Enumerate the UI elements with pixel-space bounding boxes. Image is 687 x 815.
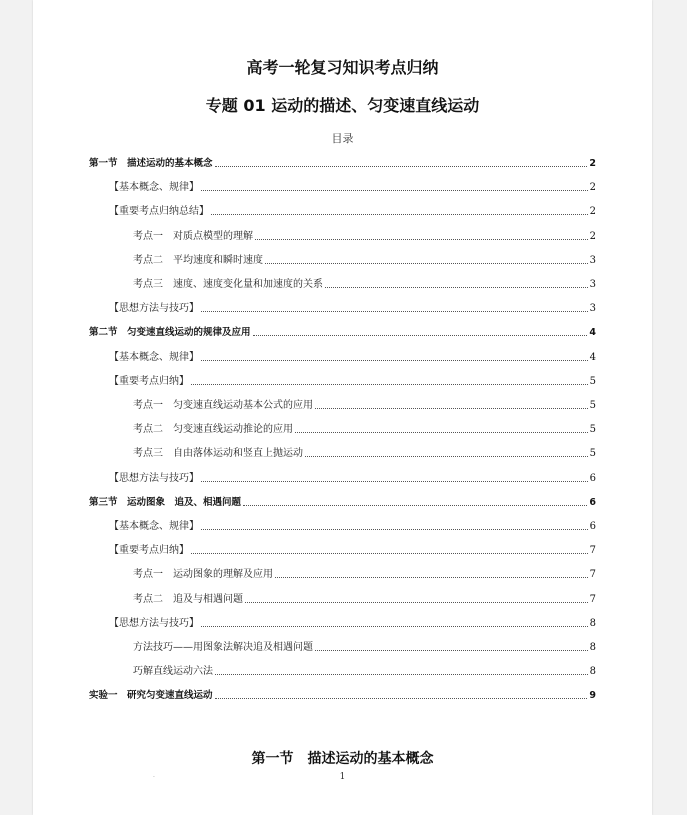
toc-entry[interactable] (133, 440, 596, 460)
toc-entry-page: 8 (589, 617, 596, 629)
toc-entry-label: 第三节 运动图象 追及、相遇问题 (89, 496, 242, 508)
toc-entry-page: 3 (589, 279, 596, 290)
toc-leader-dots (201, 190, 588, 191)
toc-entry-page: 4 (589, 351, 596, 363)
toc-entry[interactable] (109, 513, 596, 533)
toc-entry[interactable] (133, 223, 596, 243)
toc-leader-dots (253, 335, 588, 336)
toc-entry[interactable] (89, 150, 596, 170)
document-subtitle: 专题 01 运动的描述、匀变速直线运动 (205, 96, 480, 115)
footer-mark: . (153, 772, 155, 779)
toc-entry-page: 2 (589, 158, 596, 169)
toc-entry[interactable] (89, 319, 596, 339)
toc-leader-dots (215, 698, 588, 699)
toc-entry[interactable] (109, 465, 596, 485)
toc-leader-dots (211, 214, 588, 215)
toc-entry-label: 第一节 描述运动的基本概念 (89, 158, 213, 169)
toc-entry-label: 【基本概念、规律】 (109, 182, 199, 194)
toc-entry-page: 6 (589, 496, 596, 508)
toc-entry-label: 方法技巧——用图象法解决追及相遇问题 (133, 642, 313, 653)
toc-leader-dots (191, 384, 588, 385)
toc-entry-page: 5 (589, 424, 596, 436)
toc-entry-page: 3 (589, 303, 596, 315)
toc-leader-dots (191, 553, 588, 554)
toc-leader-dots (201, 481, 588, 482)
toc-entry-label: 【思想方法与技巧】 (109, 617, 199, 629)
toc-entry[interactable] (109, 368, 596, 388)
toc-entry-label: 考点三 自由落体运动和竖直上抛运动 (133, 448, 303, 460)
toc-entry[interactable] (109, 198, 596, 218)
toc-entry-page: 3 (589, 254, 596, 266)
toc-entry[interactable] (133, 586, 596, 606)
toc-leader-dots (315, 650, 588, 651)
toc-leader-dots (215, 166, 588, 167)
toc-entry-label: 【基本概念、规律】 (109, 351, 199, 363)
section-heading: 第一节 描述运动的基本概念 (251, 751, 434, 767)
toc-entry-page: 2 (589, 230, 596, 242)
toc-entry[interactable] (133, 561, 596, 581)
toc-entry-label: 实验一 研究匀变速直线运动 (89, 690, 213, 702)
toc-entry[interactable] (109, 344, 596, 364)
toc-leader-dots (265, 263, 588, 264)
toc-entry[interactable] (133, 634, 596, 654)
toc-entry[interactable] (133, 271, 596, 291)
toc-entry-label: 【思想方法与技巧】 (109, 303, 199, 315)
toc-entry-page: 2 (589, 206, 596, 218)
toc-entry-page: 6 (589, 472, 596, 484)
toc-entry-page: 5 (589, 375, 596, 387)
toc-leader-dots (255, 239, 588, 240)
toc-entry-page: 9 (589, 690, 596, 702)
toc-entry-label: 考点一 运动图象的理解及应用 (133, 569, 273, 581)
toc-leader-dots (275, 577, 588, 578)
toc-entry-label: 考点二 匀变速直线运动推论的应用 (133, 424, 293, 436)
toc-entry-label: 考点一 对质点模型的理解 (133, 230, 253, 242)
toc-entry-label: 【重要考点归纳总结】 (109, 206, 209, 218)
document-page (33, 0, 652, 815)
toc-entry-page: 4 (589, 327, 596, 339)
toc-entry-page: 6 (589, 521, 596, 532)
toc-leader-dots (201, 626, 588, 627)
toc-leader-dots (201, 311, 588, 312)
toc-entry-page: 8 (589, 642, 596, 653)
toc-entry[interactable] (109, 295, 596, 315)
toc-entry-page: 5 (589, 400, 596, 411)
toc-entry[interactable] (89, 489, 596, 509)
toc-leader-dots (245, 602, 588, 603)
toc-entry-page: 7 (589, 593, 596, 605)
toc-entry-label: 考点二 追及与相遇问题 (133, 593, 243, 605)
toc-entry[interactable] (109, 610, 596, 630)
toc-leader-dots (243, 505, 587, 506)
toc-entry-page: 5 (589, 448, 596, 460)
toc-leader-dots (201, 529, 588, 530)
toc-entry-label: 【基本概念、规律】 (109, 521, 199, 532)
toc-entry[interactable] (109, 174, 596, 194)
toc-leader-dots (201, 360, 588, 361)
toc-entry-label: 巧解直线运动六法 (133, 666, 213, 678)
toc-entry[interactable] (133, 658, 596, 678)
toc-entry[interactable] (133, 247, 596, 267)
toc-entry-label: 【重要考点归纳】 (109, 545, 189, 557)
toc-entry-label: 考点二 平均速度和瞬时速度 (133, 254, 263, 266)
toc-entry[interactable] (109, 537, 596, 557)
toc-entry-label: 考点一 匀变速直线运动基本公式的应用 (133, 400, 313, 411)
toc-entry-page: 7 (589, 569, 596, 581)
toc-entry-label: 【重要考点归纳】 (109, 375, 189, 387)
toc-entry-page: 2 (589, 182, 596, 194)
toc-leader-dots (315, 408, 588, 409)
toc-entry-label: 第二节 匀变速直线运动的规律及应用 (89, 327, 251, 339)
toc-leader-dots (215, 674, 588, 675)
page-number: 1 (339, 772, 346, 782)
toc-leader-dots (295, 432, 588, 433)
toc-heading: 目录 (331, 132, 354, 145)
toc-entry-page: 7 (589, 545, 596, 557)
toc-entry-page: 8 (589, 666, 596, 678)
toc-entry-label: 【思想方法与技巧】 (109, 472, 199, 484)
toc-entry[interactable] (89, 682, 596, 702)
document-title: 高考一轮复习知识考点归纳 (246, 58, 439, 77)
toc-entry[interactable] (133, 416, 596, 436)
toc-entry-label: 考点三 速度、速度变化量和加速度的关系 (133, 279, 323, 290)
toc-leader-dots (325, 287, 588, 288)
toc-entry[interactable] (133, 392, 596, 412)
toc-leader-dots (305, 456, 588, 457)
